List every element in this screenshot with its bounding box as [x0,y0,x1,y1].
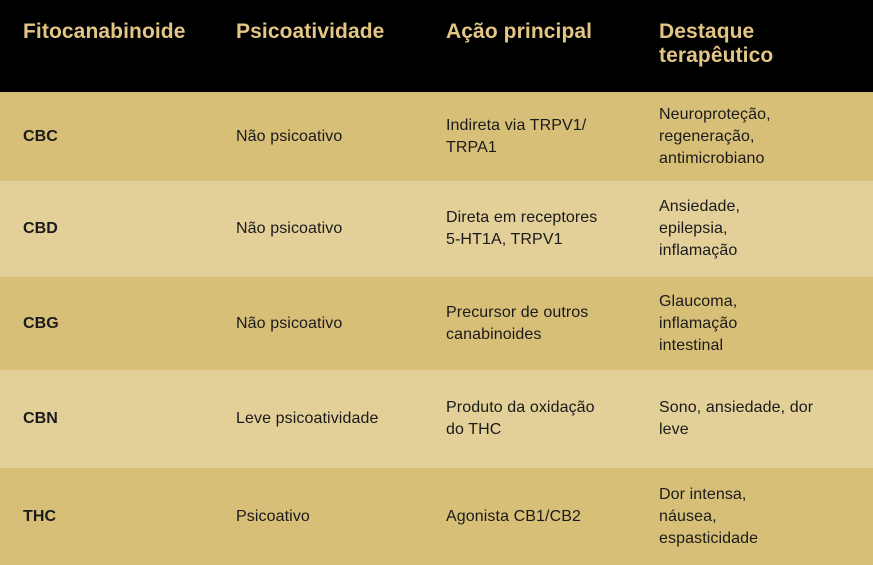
cell-text: Glaucoma, inflamação intestinal [659,292,738,354]
header-label: Fitocanabinoide [23,20,186,43]
cell-therapy [637,370,873,468]
cell-therapy [637,468,873,565]
cell-name [0,92,212,181]
cell-name [0,277,212,370]
cell-action [424,277,637,370]
header-label: Destaque terapêutico [659,20,774,67]
cell-psycho [212,370,424,468]
cell-therapy [637,92,873,181]
cell-action [424,181,637,277]
cell-action [424,92,637,181]
cell-text: Dor intensa, náusea, espasticidade [659,485,759,547]
cell-name [0,370,212,468]
cell-name [0,181,212,277]
cell-text: Não psicoativo [236,220,343,237]
cell-text: Psicoativo [236,507,310,525]
cell-text: CBD [23,220,58,237]
cell-text: Precursor de outros canabinoides [446,303,589,343]
header-destaque-terapeutico [637,0,873,92]
cell-psycho [212,181,424,277]
cell-text: CBC [23,127,58,145]
header-label: Ação principal [446,20,593,43]
cell-text: Leve psicoatividade [236,410,379,427]
cell-action [424,370,637,468]
cell-text: Sono, ansiedade, dor leve [659,399,814,438]
cell-text: Indireta via TRPV1/ TRPA1 [446,116,587,156]
cell-text: Neuroproteção, regeneração, antimicrobiano [659,105,771,167]
cell-psycho [212,92,424,181]
cell-therapy [637,277,873,370]
cell-text: Ansiedade, epilepsia, inflamação [659,198,741,259]
cell-text: Não psicoativo [236,314,343,332]
cell-text: Produto da oxidação do THC [446,399,595,438]
cell-action [424,468,637,565]
cell-therapy [637,181,873,277]
cell-text: CBG [23,314,59,332]
cell-text: THC [23,507,57,525]
header-acao-principal [424,0,637,92]
cell-psycho [212,468,424,565]
cell-name [0,468,212,565]
cell-text: Direta em receptores 5-HT1A, TRPV1 [446,209,598,248]
header-psicoatividade [212,0,424,92]
header-fitocanabinoide [0,0,212,92]
cell-text: Agonista CB1/CB2 [446,507,582,525]
cell-psycho [212,277,424,370]
header-label: Psicoatividade [236,20,385,43]
cell-text: CBN [23,410,58,427]
cell-text: Não psicoativo [236,127,343,145]
